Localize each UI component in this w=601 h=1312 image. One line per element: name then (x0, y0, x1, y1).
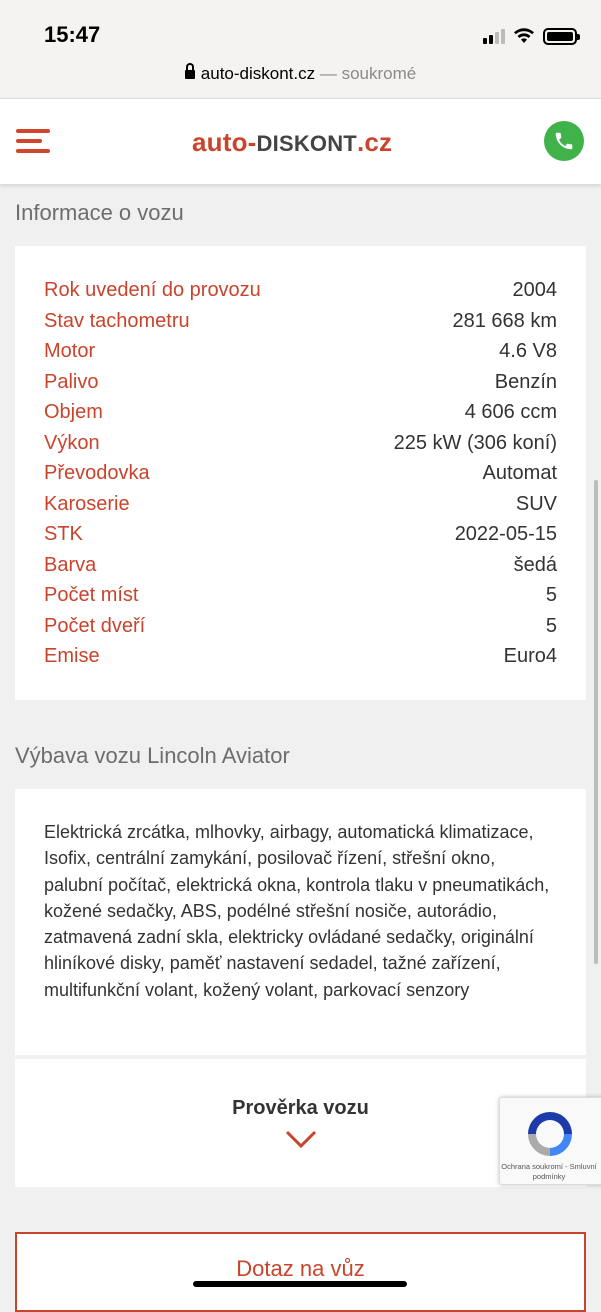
status-time: 15:47 (44, 22, 101, 47)
query-button-label: Dotaz na vůz (236, 1256, 365, 1281)
info-row (44, 519, 557, 550)
info-row (44, 367, 557, 398)
info-table (44, 275, 557, 672)
url-separator: — (315, 64, 342, 83)
menu-icon[interactable] (16, 129, 50, 153)
lock-icon (185, 70, 195, 79)
info-label: Počet míst (44, 584, 139, 606)
info-row (44, 550, 557, 581)
info-value: 2004 (512, 279, 557, 301)
info-row (44, 428, 557, 459)
info-value: šedá (513, 553, 557, 576)
status-bar (0, 0, 601, 58)
info-value: 281 668 km (452, 309, 557, 332)
logo-part-cz: .cz (356, 127, 393, 157)
recaptcha-privacy-link[interactable]: Ochrana soukromí (501, 1162, 563, 1171)
scrollbar[interactable] (594, 480, 598, 964)
wifi-icon (513, 28, 535, 44)
info-row (44, 306, 557, 337)
info-card (15, 246, 586, 700)
chevron-down-icon (285, 1129, 317, 1149)
query-button[interactable] (15, 1232, 586, 1312)
status-icons (483, 26, 577, 46)
info-label: Převodovka (44, 462, 150, 484)
info-label: Počet dveří (44, 614, 146, 637)
info-label: Motor (44, 340, 96, 362)
home-indicator[interactable] (193, 1281, 407, 1287)
phone-button[interactable] (544, 121, 584, 161)
equipment-card (15, 789, 586, 1055)
site-header (0, 98, 601, 184)
info-value: Automat (482, 462, 557, 484)
info-value: 4.6 V8 (499, 340, 557, 362)
signal-icon (483, 28, 505, 44)
logo-part-diskont: DISKONT (256, 131, 357, 156)
info-value: 2022-05-15 (454, 523, 557, 545)
info-value: 225 kW (306 koní) (393, 431, 557, 454)
info-label: STK (44, 523, 83, 545)
info-row (44, 611, 557, 642)
info-value: 5 (545, 614, 557, 637)
url-bar[interactable] (0, 58, 601, 98)
info-row (44, 336, 557, 367)
site-logo[interactable] (192, 127, 392, 158)
recaptcha-links (500, 1162, 598, 1182)
recaptcha-terms-link[interactable]: Smluvní podmínky (532, 1162, 597, 1181)
info-label: Palivo (44, 370, 99, 393)
phone-icon (553, 130, 575, 152)
info-row (44, 641, 557, 672)
info-value: Euro4 (503, 645, 557, 667)
info-value: 5 (545, 584, 557, 606)
recaptcha-icon (524, 1108, 576, 1160)
info-section-title: Informace o vozu (15, 200, 184, 225)
logo-part-auto: auto- (192, 127, 257, 157)
info-label: Výkon (44, 431, 100, 454)
info-label: Emise (44, 645, 100, 667)
url-domain: auto-diskont.cz (200, 64, 316, 83)
info-label: Objem (44, 401, 103, 423)
equipment-section-title: Výbava vozu Lincoln Aviator (15, 743, 290, 768)
info-row (44, 489, 557, 520)
info-row (44, 275, 557, 306)
info-value: 4 606 ccm (464, 401, 557, 423)
info-label: Barva (44, 553, 97, 576)
equipment-text: Elektrická zrcátka, mlhovky, airbagy, automatická klimatizace, Isofix, centrální zamykání, posilovač řízení, střešní okno, palubní počítač, elektrická okna, kontrola tlaku v pneumatikách, kožené sedačky, ABS, podélné střešní nosiče, autorádio, zatmavená zadní skla, elektricky ovládané sedačky, originální hliníkové disky, paměť nastavení sedadel, tažné zařízení, multifunkční volant, kožený volant, parkovací senzory (44, 822, 550, 1000)
info-row (44, 397, 557, 428)
info-value: Benzín (494, 370, 557, 393)
inspection-title: Prověrka vozu (232, 1097, 369, 1119)
info-row (44, 580, 557, 611)
info-label: Rok uvedení do provozu (44, 279, 261, 301)
recaptcha-separator: - (562, 1162, 570, 1171)
recaptcha-badge[interactable] (499, 1097, 601, 1185)
info-label: Stav tachometru (44, 309, 190, 332)
info-label: Karoserie (44, 492, 130, 515)
battery-icon (543, 28, 577, 45)
url-privacy: soukromé (341, 64, 417, 83)
info-value: SUV (515, 492, 557, 515)
info-row (44, 458, 557, 489)
